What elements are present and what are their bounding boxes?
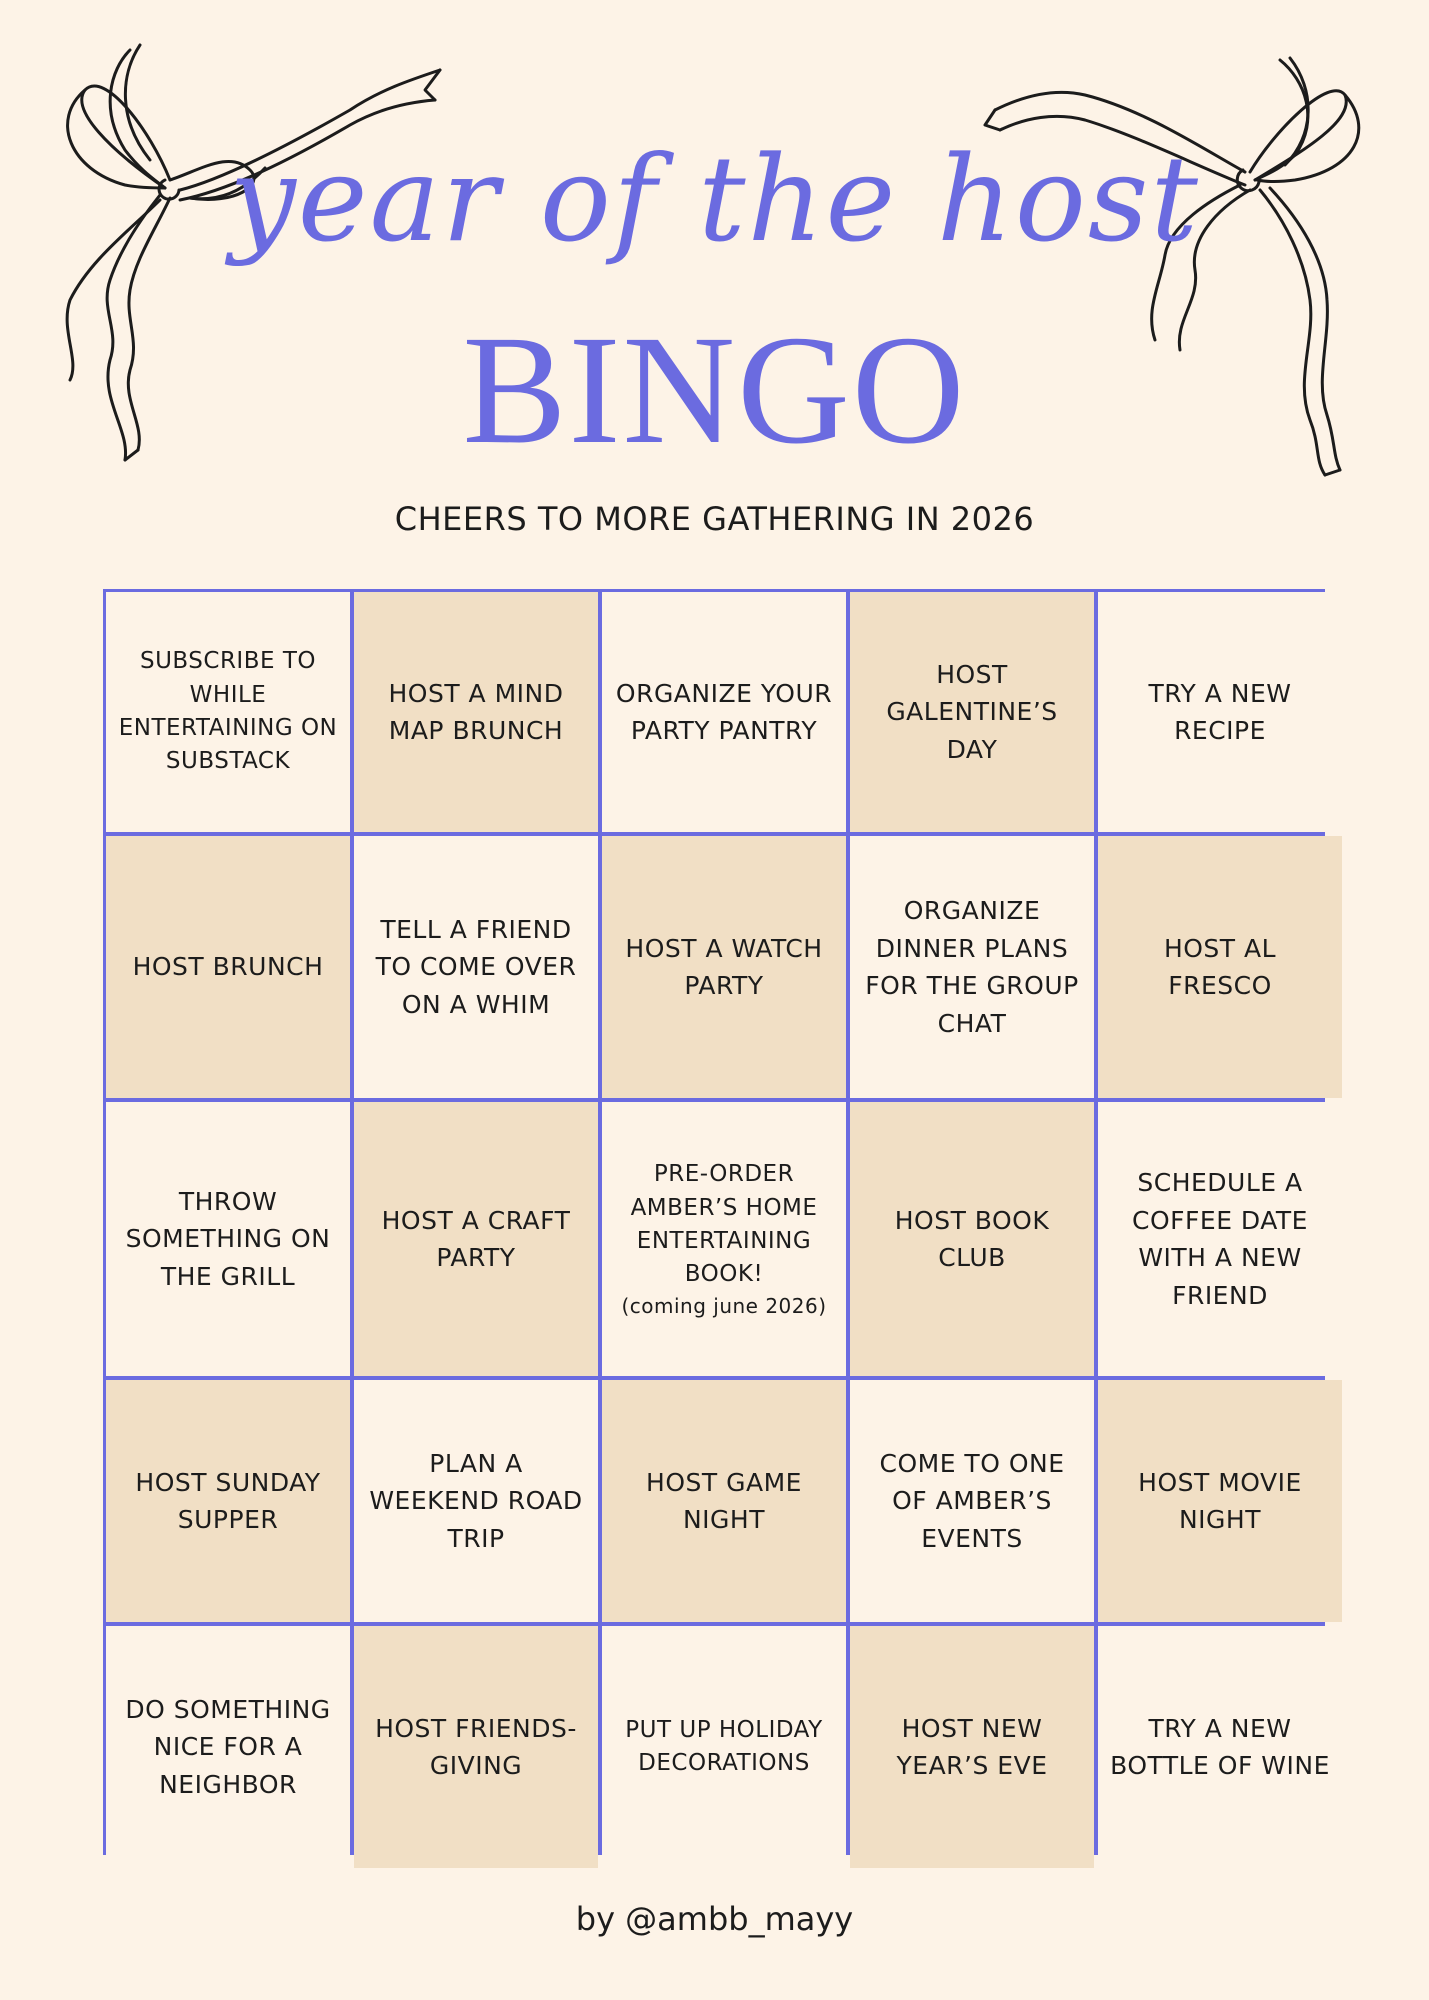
bingo-cell[interactable] (354, 836, 598, 1098)
bingo-cell[interactable] (1098, 592, 1342, 832)
bingo-cell[interactable] (850, 592, 1094, 832)
bingo-cell[interactable] (1098, 1626, 1342, 1868)
bingo-cell-label: HOST AL FRESCO (1163, 933, 1277, 1000)
bingo-cell[interactable] (106, 1102, 350, 1376)
bingo-cell[interactable] (1098, 836, 1342, 1098)
bingo-cell-label: ORGANIZE YOUR PARTY PANTRY (615, 678, 833, 745)
bingo-cell-label: HOST A WATCH PARTY (625, 933, 823, 1000)
bingo-cell-label: TRY A NEW BOTTLE OF WINE (1110, 1713, 1330, 1780)
bingo-cell-label: HOST NEW YEAR’S EVE (896, 1713, 1048, 1780)
page-title: BINGO (462, 303, 967, 476)
bingo-cell-label: ORGANIZE DINNER PLANS FOR THE GROUP CHAT (865, 896, 1079, 1038)
bingo-grid (103, 589, 1330, 1855)
bingo-cell-label: PRE-ORDER AMBER’S HOME ENTERTAINING BOOK! (630, 1161, 818, 1288)
bingo-cell[interactable] (354, 1102, 598, 1376)
bingo-cell-label: HOST BOOK CLUB (894, 1205, 1050, 1272)
bingo-cell[interactable] (1098, 1380, 1342, 1622)
bingo-cell-label: PLAN A WEEKEND ROAD TRIP (369, 1448, 583, 1553)
bingo-cell[interactable] (602, 836, 846, 1098)
bingo-cell-label: TRY A NEW RECIPE (1148, 678, 1292, 745)
bingo-cell-label: HOST GALENTINE’S DAY (886, 659, 1058, 764)
bingo-cell[interactable] (850, 1380, 1094, 1622)
bingo-cell[interactable] (602, 592, 846, 832)
bingo-cell[interactable] (354, 1626, 598, 1868)
bingo-cell-label: THROW SOMETHING ON THE GRILL (125, 1186, 331, 1291)
bingo-cell[interactable] (850, 1626, 1094, 1868)
bingo-cell-label: SCHEDULE A COFFEE DATE WITH A NEW FRIEND (1132, 1168, 1308, 1310)
bingo-cell-label: HOST BRUNCH (132, 952, 324, 982)
bingo-cell[interactable] (106, 836, 350, 1098)
bingo-cell-label: DO SOMETHING NICE FOR A NEIGHBOR (125, 1694, 331, 1799)
bingo-cell[interactable] (1098, 1102, 1342, 1376)
bingo-cell-label: SUBSCRIBE TO WHILE ENTERTAINING ON SUBSTACK (118, 648, 338, 775)
bingo-cell-note: (coming june 2026) (621, 1293, 827, 1318)
bingo-cell[interactable] (106, 1626, 350, 1868)
bingo-cell[interactable] (850, 1102, 1094, 1376)
bingo-cell-label: COME TO ONE OF AMBER’S EVENTS (879, 1448, 1065, 1553)
bingo-cell-label: HOST A CRAFT PARTY (381, 1205, 571, 1272)
bingo-cell-label: HOST MOVIE NIGHT (1138, 1467, 1302, 1534)
bingo-cell-label: HOST FRIENDS-GIVING (375, 1713, 577, 1780)
bingo-cell-label: TELL A FRIEND TO COME OVER ON A WHIM (375, 914, 577, 1019)
bingo-cell[interactable] (106, 592, 350, 832)
bingo-cell[interactable] (354, 592, 598, 832)
bingo-cell[interactable] (106, 1380, 350, 1622)
bingo-cell-label: HOST SUNDAY SUPPER (135, 1467, 321, 1534)
script-title: year of the host (229, 130, 1200, 268)
subtitle: CHEERS TO MORE GATHERING IN 2026 (394, 500, 1035, 538)
bingo-cell[interactable] (602, 1102, 846, 1376)
bingo-cell[interactable] (602, 1380, 846, 1622)
author-credit: by @ambb_mayy (575, 1900, 854, 1938)
bingo-cell[interactable] (850, 836, 1094, 1098)
bingo-cell[interactable] (602, 1626, 846, 1868)
bingo-cell[interactable] (354, 1380, 598, 1622)
bingo-cell-label: PUT UP HOLIDAY DECORATIONS (625, 1716, 823, 1776)
bingo-cell-label: HOST GAME NIGHT (646, 1467, 802, 1534)
bingo-cell-label: HOST A MIND MAP BRUNCH (388, 678, 564, 745)
